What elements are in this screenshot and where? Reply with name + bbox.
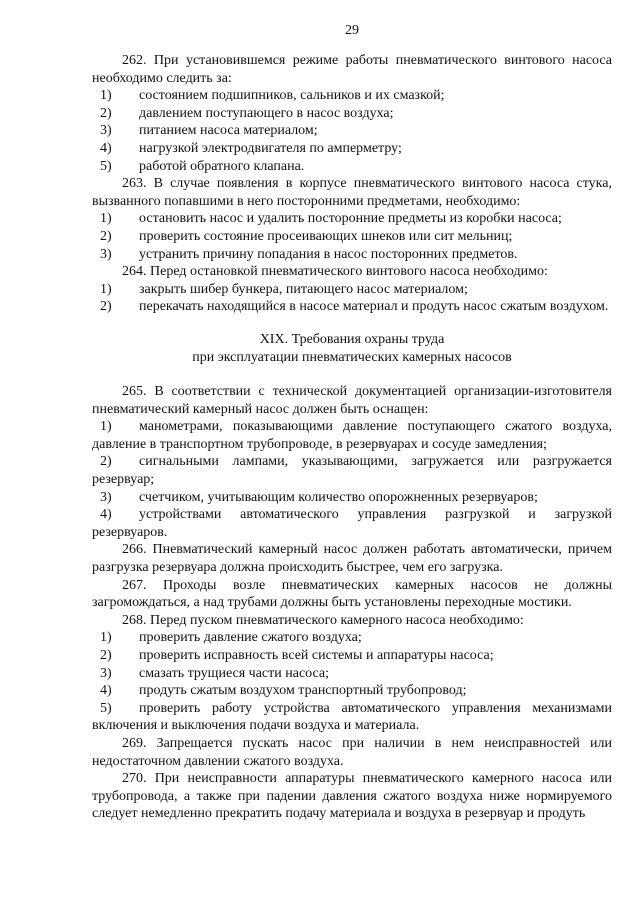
list-item-text: счетчиком, учитывающим количество опорожненных резервуаров; [139, 489, 538, 505]
list-item-text: устройствами автоматического управления разгрузкой и загрузкой резервуаров. [92, 507, 612, 540]
page-number: 29 [345, 23, 359, 38]
list-item-number: 5) [100, 700, 112, 716]
paragraph-262: 262. При установившемся режиме работы пневматического винтового насоса необходимо следить за: [92, 53, 612, 86]
list-item-text: манометрами, показывающими давление поступающего сжатого воздуха, давление в транспортном трубопроводе, в резервуарах и сосуде замедления; [92, 419, 612, 452]
paragraph-266: 266. Пневматический камерный насос должен работать автоматически, причем разгрузка резервуара должна происходить быстрее, чем его загрузка. [92, 542, 612, 576]
document-page [92, 0, 612, 905]
list-item-number: 1) [100, 281, 112, 297]
list-item [92, 122, 612, 140]
list-item [92, 228, 612, 246]
list-item-text: перекачать находящийся в насосе материал и продуть насос сжатым воздухом. [139, 299, 609, 315]
list-item-number: 3) [100, 489, 112, 505]
list-item-text: проверить давление сжатого воздуха; [139, 630, 362, 646]
list-item [92, 647, 612, 665]
list-item-text: состоянием подшипников, сальников и их смазкой; [139, 88, 445, 104]
paragraph-268: 268. Перед пуском пневматического камерного насоса необходимо: [122, 612, 524, 628]
list-item-text: проверить работу устройства автоматического управления механизмами включения и выключения подачи воздуха и материала. [92, 700, 612, 734]
list-item [92, 700, 612, 735]
list-item-number: 4) [100, 507, 112, 523]
list-item-number: 1) [100, 88, 112, 104]
list-item-number: 3) [100, 123, 112, 139]
section-heading-subtitle: при эксплуатации пневматических камерных насосов [192, 349, 512, 365]
list-item [92, 453, 612, 488]
list-item-text: остановить насос и удалить посторонние предметы из коробки насоса; [139, 211, 562, 227]
list-262 [92, 87, 612, 175]
list-item-text: работой обратного клапана. [139, 158, 305, 174]
list-item [92, 298, 612, 316]
list-item-number: 3) [100, 665, 112, 681]
list-item [92, 665, 612, 683]
list-item-number: 2) [100, 454, 112, 470]
list-item-text: питанием насоса материалом; [139, 123, 318, 139]
paragraph-267: 267. Проходы возле пневматических камерных насосов не должны загромождаться, а над трубами должны быть установлены переходные мостики. [92, 577, 612, 611]
list-item [92, 140, 612, 158]
list-item-text: смазать трущиеся части насоса; [139, 665, 330, 681]
list-item [92, 87, 612, 105]
list-item [92, 682, 612, 700]
list-item [92, 210, 612, 228]
list-item-number: 2) [100, 228, 112, 244]
list-item-number: 4) [100, 140, 112, 156]
list-item-text: нагрузкой электродвигателя по амперметру; [139, 140, 402, 156]
list-item-number: 2) [100, 299, 112, 315]
list-item-number: 4) [100, 683, 112, 699]
paragraph-264: 264. Перед остановкой пневматического винтового насоса необходимо: [122, 264, 548, 280]
list-item [92, 158, 612, 176]
list-item [92, 246, 612, 264]
list-item-text: проверить состояние просеивающих шнеков или сит мельниц; [139, 228, 513, 244]
list-item-number: 5) [100, 158, 112, 174]
list-item-number: 1) [100, 211, 112, 227]
section-heading [92, 331, 612, 366]
list-item [92, 105, 612, 123]
list-268 [92, 629, 612, 699]
list-item [92, 418, 612, 453]
paragraph-270: 270. При неисправности аппаратуры пневматического камерного насоса или трубопровода, а также при падении давления сжатого воздуха ниже нормируемого следует немедленно прекратить подачу материала и воздуха в резервуар и продуть [92, 771, 612, 822]
list-item-number: 1) [100, 630, 112, 646]
document-body [92, 52, 612, 823]
list-265 [92, 418, 612, 541]
list-item-text: продуть сжатым воздухом транспортный трубопровод; [139, 683, 467, 699]
list-item [92, 281, 612, 299]
list-item-text: проверить исправность всей системы и аппаратуры насоса; [139, 648, 494, 663]
paragraph-265: 265. В соответствии с технической документацией организации-изготовителя пневматический камерный насос должен быть оснащен: [92, 384, 612, 417]
list-item-number: 3) [100, 246, 112, 262]
list-item [92, 629, 612, 647]
list-263 [92, 210, 612, 263]
paragraph-263: 263. В случае появления в корпусе пневматического винтового насоса стука, вызванного попавшими в него посторонними предметами, необходимо: [92, 176, 612, 209]
list-item-text: закрыть шибер бункера, питающего насос материалом; [139, 281, 468, 297]
list-item [92, 506, 612, 541]
list-item-number: 2) [100, 105, 112, 121]
list-item-text: устранить причину попадания в насос посторонних предметов. [139, 246, 518, 262]
list-item-text: сигнальными лампами, указывающими, загружается или разгружается резервуар; [92, 454, 612, 488]
list-item-number: 2) [100, 648, 112, 663]
list-item-number: 1) [100, 419, 112, 435]
list-item [92, 489, 612, 507]
section-heading-title: XIX. Требования охраны труда [259, 331, 445, 347]
list-item-text: давлением поступающего в насос воздуха; [139, 105, 394, 121]
paragraph-269: 269. Запрещается пускать насос при наличии в нем неисправностей или недостаточном давлении сжатого воздуха. [92, 735, 612, 769]
